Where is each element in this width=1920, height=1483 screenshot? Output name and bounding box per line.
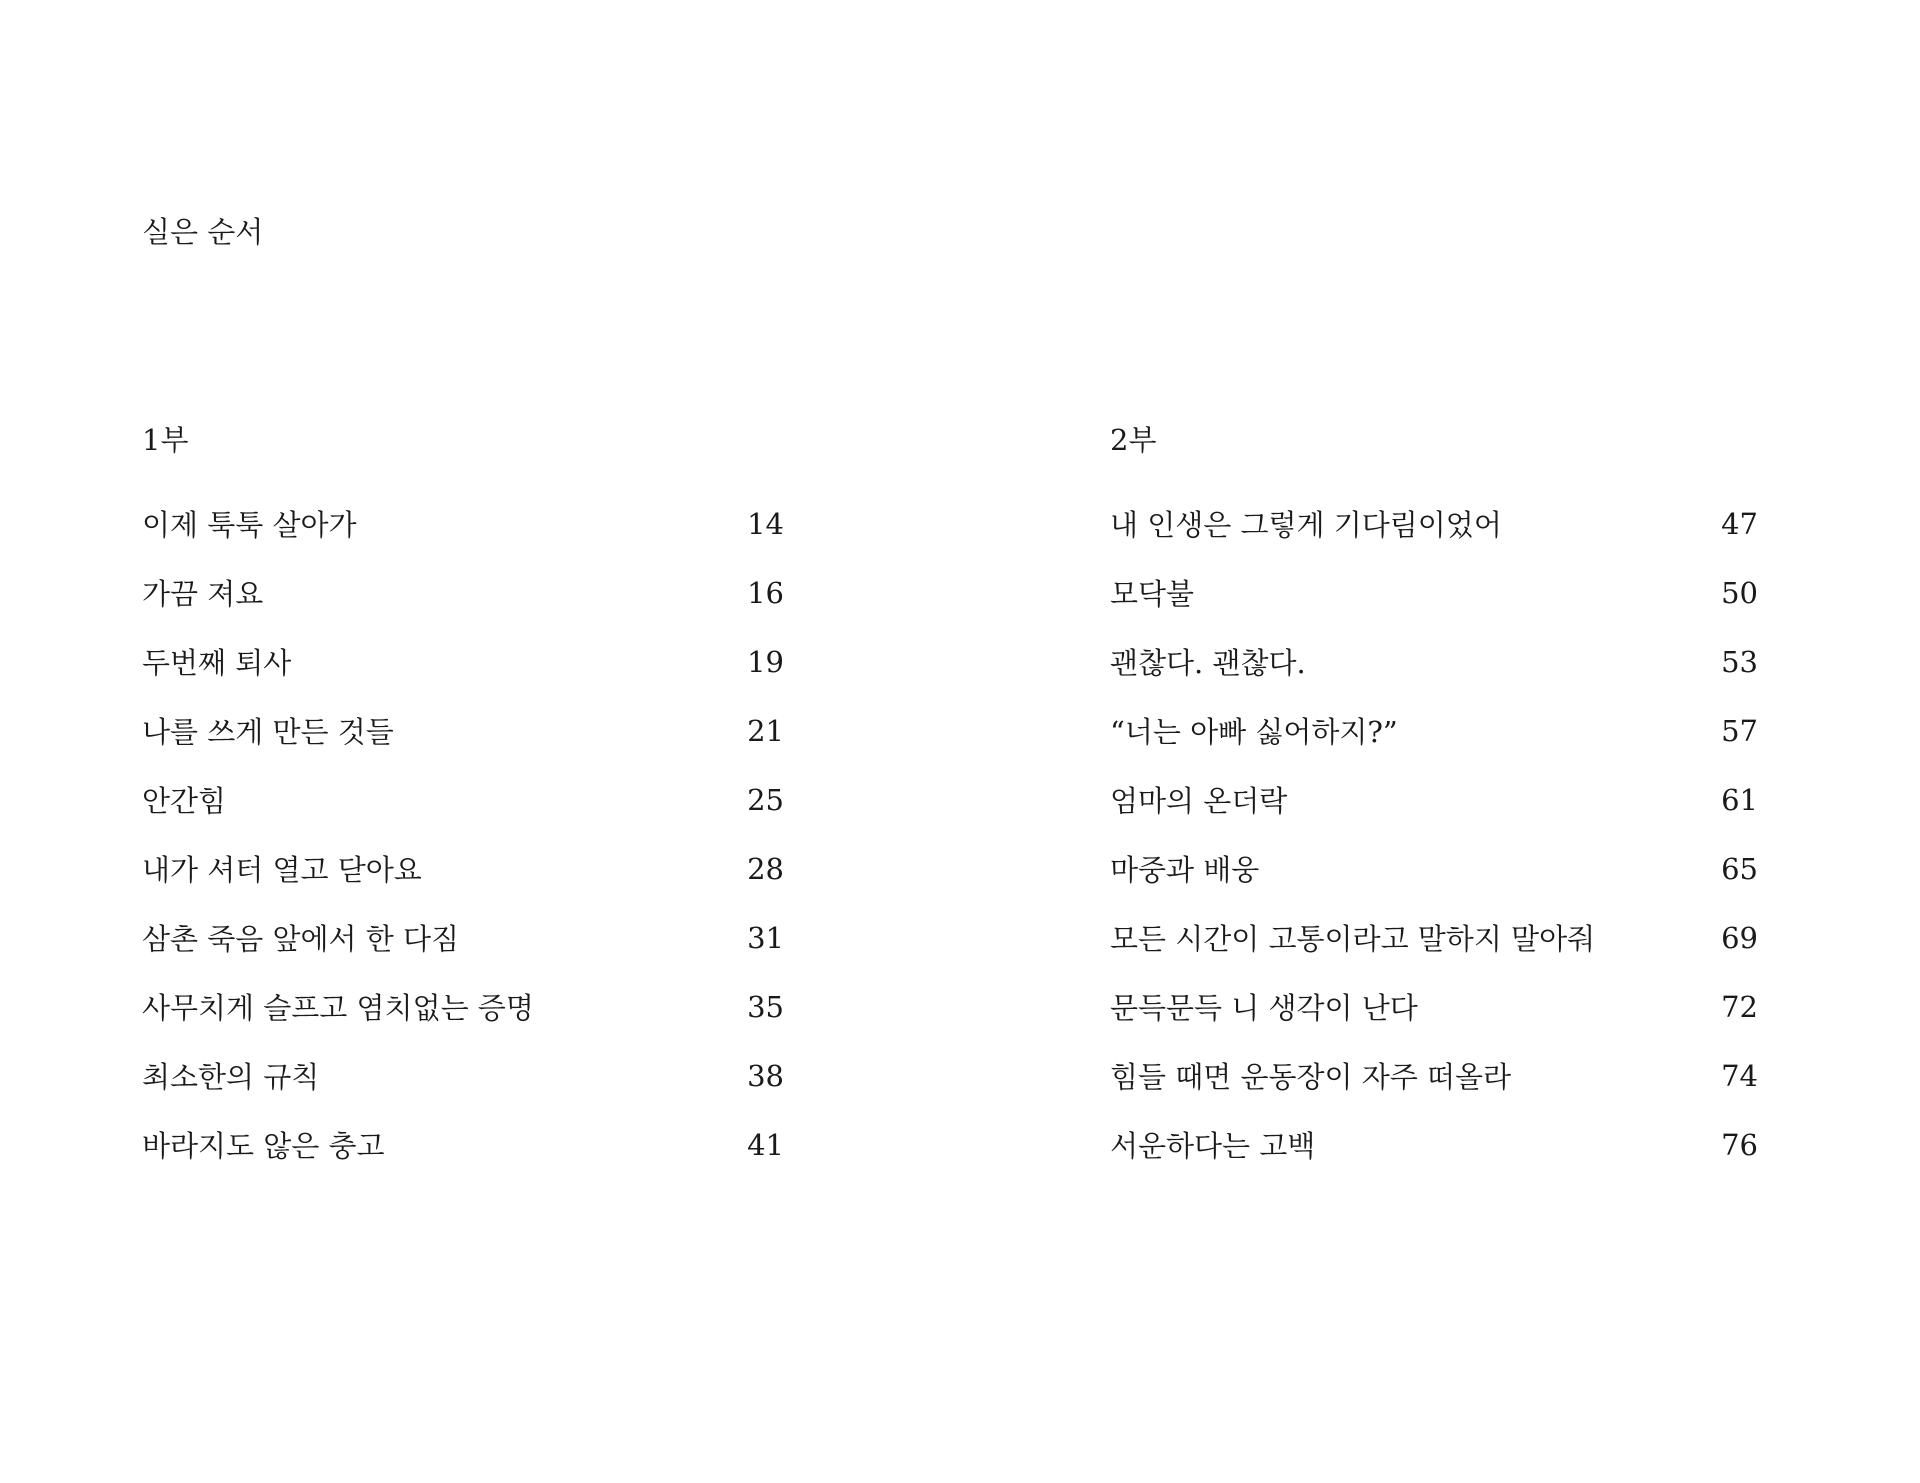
toc-entry-page: 19 <box>747 644 784 679</box>
toc-entry-page: 35 <box>747 989 784 1024</box>
toc-entry <box>142 696 784 765</box>
toc-entry <box>142 489 784 558</box>
toc-entry-page: 21 <box>747 713 784 748</box>
toc-entry <box>1110 903 1758 972</box>
toc-entry-title: 삼촌 죽음 앞에서 한 다짐 <box>142 922 460 956</box>
toc-entry-title: 엄마의 온더락 <box>1110 784 1288 818</box>
toc-entry-page: 74 <box>1721 1058 1758 1093</box>
toc-entry-title: 내가 셔터 열고 닫아요 <box>142 853 422 887</box>
toc-entry-title: 마중과 배웅 <box>1110 853 1260 887</box>
toc-entry-page: 41 <box>747 1127 784 1162</box>
toc-entry <box>1110 489 1758 558</box>
toc-entry-page: 61 <box>1721 782 1758 817</box>
toc-entry-page: 69 <box>1721 920 1758 955</box>
toc-entry-page: 16 <box>747 575 784 610</box>
toc-entry <box>142 627 784 696</box>
toc-entry-title: 내 인생은 그렇게 기다림이었어 <box>1110 508 1502 542</box>
toc-entry-title: 이제 툭툭 살아가 <box>142 508 357 542</box>
toc-list <box>1110 489 1758 1179</box>
toc-entry-page: 28 <box>747 851 784 886</box>
toc-entry <box>142 765 784 834</box>
part-heading: 1부 <box>142 423 189 457</box>
toc-entry-title: 사무치게 슬프고 염치없는 증명 <box>142 991 534 1025</box>
toc-entry-page: 50 <box>1721 575 1758 610</box>
toc-entry <box>1110 696 1758 765</box>
toc-entry <box>1110 1110 1758 1179</box>
toc-entry <box>1110 1041 1758 1110</box>
toc-entry-page: 65 <box>1721 851 1758 886</box>
toc-entry-title: 모든 시간이 고통이라고 말하지 말아줘 <box>1110 922 1596 956</box>
toc-entry-title: 바라지도 않은 충고 <box>142 1129 385 1163</box>
toc-entry <box>1110 627 1758 696</box>
toc-entry <box>142 972 784 1041</box>
toc-entry <box>1110 558 1758 627</box>
toc-entry-title: “너는 아빠 싫어하지?” <box>1110 715 1398 749</box>
toc-entry-title: 괜찮다. 괜찮다. <box>1110 646 1306 680</box>
toc-entry <box>142 903 784 972</box>
toc-entry-title: 서운하다는 고백 <box>1110 1129 1316 1163</box>
toc-list <box>142 489 784 1179</box>
toc-entry-page: 72 <box>1721 989 1758 1024</box>
toc-entry-page: 53 <box>1721 644 1758 679</box>
page-title: 실은 순서 <box>142 215 264 249</box>
toc-entry-page: 57 <box>1721 713 1758 748</box>
toc-entry-page: 14 <box>747 506 784 541</box>
toc-entry-page: 25 <box>747 782 784 817</box>
toc-entry-title: 힘들 때면 운동장이 자주 떠올라 <box>1110 1060 1512 1094</box>
toc-entry <box>142 1110 784 1179</box>
toc-entry-page: 76 <box>1721 1127 1758 1162</box>
toc-entry-page: 47 <box>1721 506 1758 541</box>
toc-entry-title: 가끔 져요 <box>142 577 264 611</box>
toc-entry-title: 두번째 퇴사 <box>142 646 292 680</box>
toc-entry-title: 나를 쓰게 만든 것들 <box>142 715 394 749</box>
toc-entry <box>142 558 784 627</box>
toc-entry <box>1110 972 1758 1041</box>
toc-entry <box>1110 765 1758 834</box>
toc-entry-title: 문득문득 니 생각이 난다 <box>1110 991 1418 1025</box>
toc-entry-title: 안간힘 <box>142 784 227 818</box>
part-heading: 2부 <box>1110 423 1157 457</box>
toc-entry-page: 31 <box>747 920 784 955</box>
toc-entry-page: 38 <box>747 1058 784 1093</box>
part-2-column <box>1110 420 1758 1179</box>
toc-entry-title: 최소한의 규칙 <box>142 1060 320 1094</box>
toc-entry <box>142 834 784 903</box>
toc-entry-title: 모닥불 <box>1110 577 1195 611</box>
part-1-column <box>142 420 784 1179</box>
toc-entry <box>1110 834 1758 903</box>
toc-entry <box>142 1041 784 1110</box>
